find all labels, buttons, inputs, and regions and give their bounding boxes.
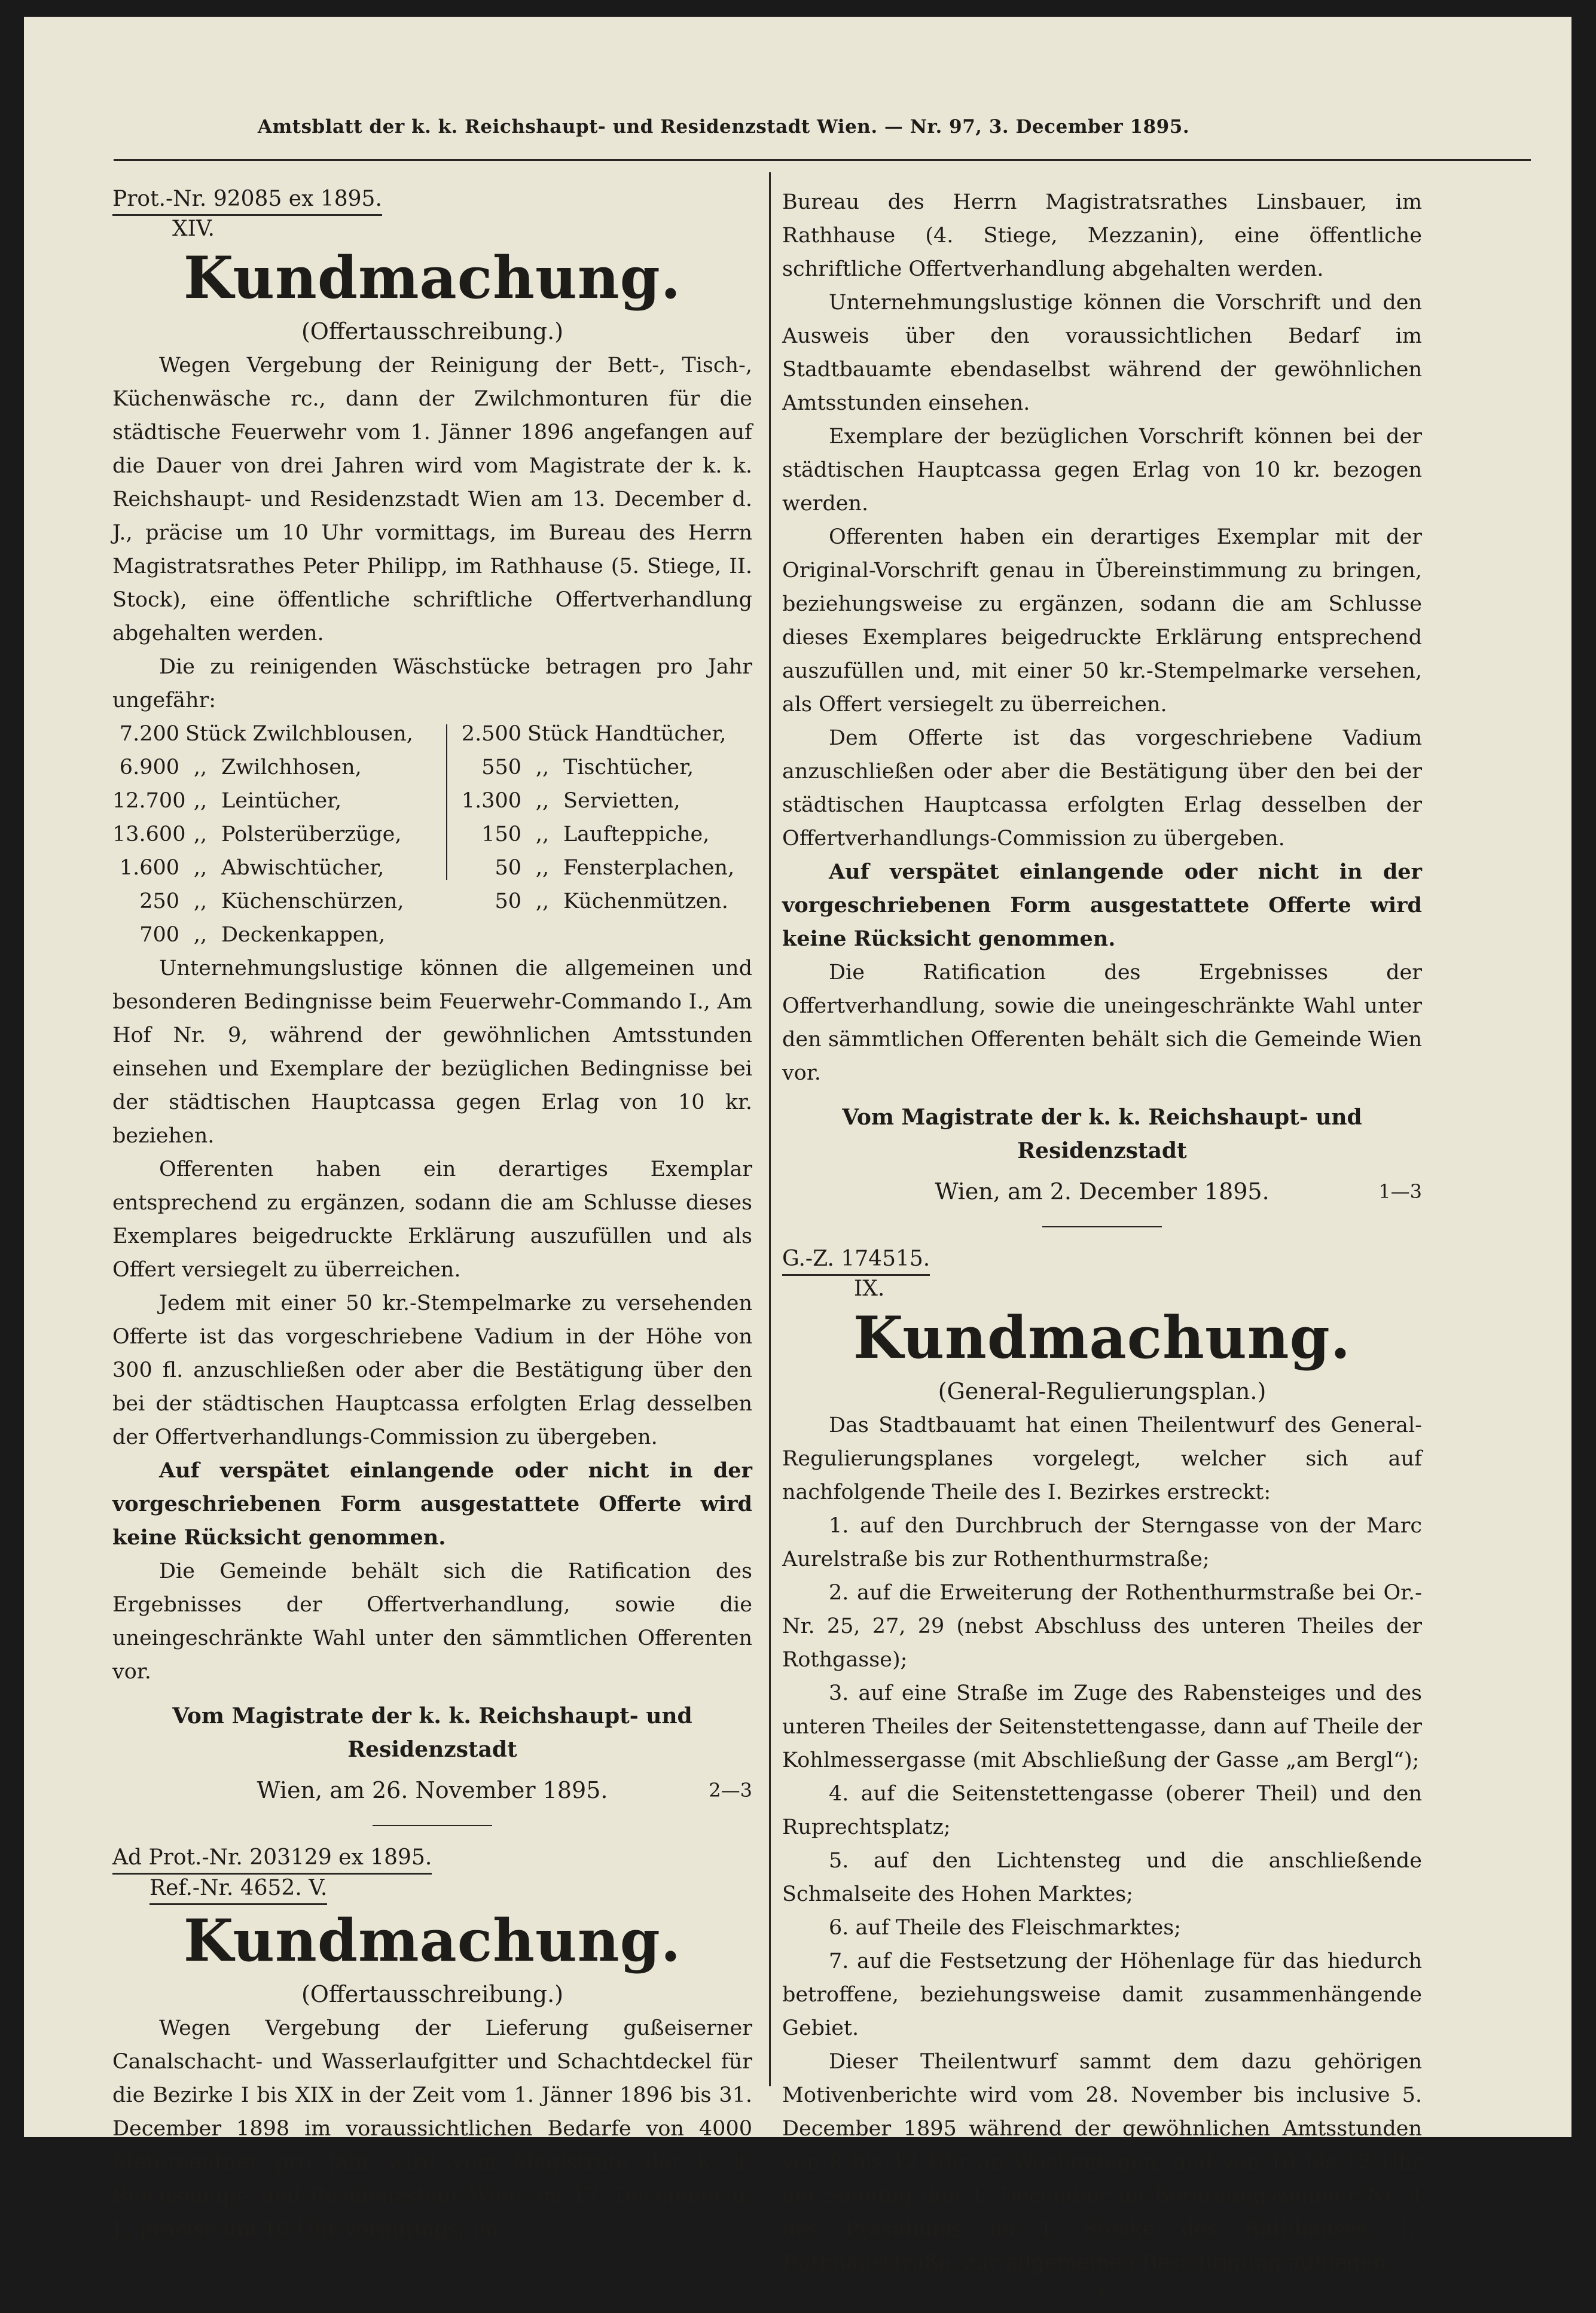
- notice-1-paragraph: Wegen Vergebung der Reinigung der Bett-, Tisch-, Küchenwäsche rc., dann der Zwilchmonturen für die städtische Feuerwehr vom 1. Jänner 1896 angefangen auf die Dauer von drei Jahren wird vom Magistrate der k. k. Reichshaupt- und Residenzstadt Wien am 13. December d. J., präcise um 10 Uhr vormittags, im Bureau des Herrn Magistratsrathes Peter Philipp, im Rathhause (5. Stiege, II. Stock), eine öffentliche schriftliche Offertverhandlung abgehalten werden.: [112, 353, 752, 645]
- notice-2-late-offers: Auf verspätet einlangende oder nicht in der vorgeschriebenen Form ausgestattete Offerte wird keine Rücksicht genommen.: [782, 860, 1422, 951]
- notice-2-title: Kundmachung.: [183, 1907, 682, 1974]
- laundry-item: [112, 851, 413, 885]
- laundry-item: [454, 851, 734, 885]
- notice-2-paragraph: Die Ratification des Ergebnisses der Offertverhandlung, sowie die uneingeschränkte Wahl unter den sämmtlichen Offerenten behält sich die Gemeinde Wien vor.: [782, 961, 1422, 1085]
- laundry-item: [454, 717, 734, 751]
- ditto-mark: ,,: [535, 856, 550, 880]
- notice-2-subtitle: (Offertausschreibung.): [301, 1981, 564, 2007]
- laundry-item: [454, 784, 734, 818]
- notice-1-paragraph: Offerenten haben ein derartiges Exemplar entsprechend zu ergänzen, sodann die am Schlusse dieses Exemplares beigedruckte Erklärung auszufüllen und als Offert versiegelt zu überreichen.: [112, 1157, 752, 1282]
- item-name: Deckenkappen,: [221, 923, 386, 947]
- item-quantity: 150: [481, 822, 521, 846]
- ditto-mark: ,,: [535, 889, 550, 913]
- notice-1-place-date: Wien, am 26. November 1895. 2—3: [112, 1773, 752, 1807]
- ditto-mark: ,,: [193, 923, 207, 947]
- notice-3-paragraph: Dieser Theilentwurf sammt dem dazu gehörigen Motivenberichte wird vom 28. November bis inclusive 5. December 1895 während der gewöhnlichen Amtsstunden von 8 bis 12 Uhr an Wochentagen, und von 10 bis 12 Uhr am Sonntag den 1. December im Berathungszimmer Nr. 4 des Präsidiums im I. Stocke des Rathhauses, I., Rathhausstraße, zur allgemeinen Besichtigung aufliegen.: [782, 2050, 1422, 2275]
- laundry-item: [454, 818, 734, 851]
- notice-2-reference: Ref.-Nr. 4652. V.: [112, 1875, 752, 1905]
- insertion-number: 1—3: [1378, 1180, 1422, 1203]
- item-quantity: 50: [495, 889, 521, 913]
- item-quantity: 700: [139, 923, 179, 947]
- notice-1-late-offers: Auf verspätet einlangende oder nicht in der vorgeschriebenen Form ausgestattete Offerte wird keine Rücksicht genommen.: [112, 1458, 752, 1550]
- insertion-number: 2—3: [709, 1779, 752, 1802]
- notice-3-paragraph: Das Stadtbauamt hat einen Theilentwurf des General-Regulierungsplanes vorgelegt, welcher sich auf nachfolgende Theile des I. Bezirkes erstreckt:: [782, 1413, 1422, 1504]
- item-quantity: 550: [481, 755, 521, 779]
- regulation-item: 2. auf die Erweiterung der Rothenthurmstraße bei Or.-Nr. 25, 27, 29 (nebst Abschluss des unteren Theiles der Rothgasse);: [782, 1581, 1422, 1672]
- laundry-item: [112, 818, 413, 851]
- regulation-item: 5. auf den Lichtensteg und die anschließende Schmalseite des Hohen Marktes;: [782, 1849, 1422, 1906]
- notice-1-paragraph: Die zu reinigenden Wäschstücke betragen pro Jahr ungefähr:: [112, 655, 752, 712]
- item-name: Küchenschürzen,: [221, 889, 404, 913]
- ditto-mark: ,,: [193, 856, 207, 880]
- item-quantity: 6.900: [119, 755, 179, 779]
- regulation-item: 6. auf Theile des Fleischmarktes;: [829, 1916, 1182, 1940]
- notice-2-paragraph: Exemplare der bezüglichen Vorschrift können bei der städtischen Hauptcassa gegen Erlag von 10 kr. bezogen werden.: [782, 425, 1422, 516]
- item-name: Servietten,: [563, 789, 680, 813]
- notice-1-department: XIV.: [172, 217, 215, 241]
- notice-2-signature: Vom Magistrate der k. k. Reichshaupt- und Residenzstadt: [842, 1105, 1362, 1163]
- item-name: Stück Handtücher,: [527, 722, 727, 746]
- item-name: Abwischtücher,: [221, 856, 384, 880]
- item-name: Fensterplachen,: [563, 856, 735, 880]
- item-name: Zwilchhosen,: [221, 755, 362, 779]
- notice-3-department: IX.: [854, 1276, 885, 1301]
- laundry-items-table: [112, 717, 752, 952]
- header-rule: [114, 159, 1531, 161]
- notice-2-paragraph: Unternehmungslustige können die Vorschrift und den Ausweis über den voraussichtlichen Bedarf im Stadtbauamte ebendaselbst während der gewöhnlichen Amtsstunden einsehen.: [782, 291, 1422, 415]
- laundry-item: [112, 784, 413, 818]
- laundry-item: [112, 918, 413, 952]
- regulation-item: 7. auf die Festsetzung der Höhenlage für das hiedurch betroffene, beziehungsweise damit zusammenhängende Gebiet.: [782, 1949, 1422, 2040]
- newspaper-page: [24, 17, 1571, 2308]
- regulation-items-list: [782, 1509, 1422, 2045]
- notice-1-paragraph: Jedem mit einer 50 kr.-Stempelmarke zu versehenden Offerte ist das vorgeschriebene Vadium in der Höhe von 300 fl. anzuschließen oder aber die Bestätigung über den bei der städtischen Hauptcassa erfolgten Erlag desselben der Offertverhandlungs-Commission zu übergeben.: [112, 1291, 752, 1449]
- item-name: Stück Zwilchblousen,: [185, 722, 413, 746]
- item-quantity: 50: [495, 856, 521, 880]
- item-name: Laufteppiche,: [563, 822, 710, 846]
- ditto-mark: ,,: [535, 755, 550, 779]
- ditto-mark: ,,: [193, 822, 207, 846]
- notice-1-signature: Vom Magistrate der k. k. Reichshaupt- und Residenzstadt: [172, 1703, 692, 1762]
- item-quantity: 13.600: [112, 822, 186, 846]
- laundry-items-right: [454, 717, 734, 918]
- laundry-item: [112, 717, 413, 751]
- items-divider: [446, 724, 447, 880]
- item-name: Leintücher,: [221, 789, 342, 813]
- regulation-item: 4. auf die Seitenstettengasse (oberer Theil) und den Ruprechtsplatz;: [782, 1782, 1422, 1839]
- item-name: Küchenmützen.: [563, 889, 728, 913]
- laundry-item: [112, 751, 413, 784]
- notice-1-reference: Prot.-Nr. 92085 ex 1895.: [112, 185, 752, 216]
- ditto-mark: ,,: [193, 755, 207, 779]
- notice-1-subtitle: (Offertausschreibung.): [301, 318, 564, 345]
- notice-2-paragraph: Offerenten haben ein derartiges Exemplar mit der Original-Vorschrift genau in Übereinstimmung zu bringen, beziehungsweise zu ergänzen, sodann die am Schlusse dieses Exemplares beigedruckte Erklärung entsprechend auszufüllen und, mit einer 50 kr.-Stempelmarke versehen, als Offert versiegelt zu überreichen.: [782, 525, 1422, 717]
- notice-1-paragraph: Unternehmungslustige können die allgemeinen und besonderen Bedingnisse beim Feuerwehr-Commando I., Am Hof Nr. 9, während der gewöhnlichen Amtsstunden einsehen und Exemplare der bezüglichen Bedingnisse bei der städtischen Hauptcassa gegen Erlag von 10 kr. beziehen.: [112, 956, 752, 1148]
- notice-2-paragraph: Dem Offerte ist das vorgeschriebene Vadium anzuschließen oder aber die Bestätigung über den bei der städtischen Hauptcassa erfolgten Erlag desselben der Offertverhandlungs-Commission zu übergeben.: [782, 726, 1422, 851]
- laundry-item: [112, 885, 413, 918]
- item-quantity: 7.200: [119, 722, 179, 746]
- item-name: Tischtücher,: [563, 755, 694, 779]
- section-separator: [373, 1825, 492, 1826]
- notice-3-reference: G.-Z. 174515.: [782, 1245, 1422, 1276]
- ornament-star: *: [1097, 2285, 1107, 2308]
- item-quantity: 2.500: [461, 722, 521, 746]
- left-column: [112, 185, 752, 2246]
- section-separator: [1042, 1226, 1162, 1227]
- item-quantity: 1.300: [461, 789, 521, 813]
- item-name: Polsterüberzüge,: [221, 822, 402, 846]
- page-header: Amtsblatt der k. k. Reichshaupt- und Residenzstadt Wien. — Nr. 97, 3. December 1895.: [257, 116, 1190, 138]
- ditto-mark: ,,: [535, 789, 550, 813]
- laundry-item: [454, 751, 734, 784]
- laundry-item: [454, 885, 734, 918]
- notice-2-reference: Ad Prot.-Nr. 203129 ex 1895.: [112, 1844, 752, 1875]
- laundry-items-left: [112, 717, 413, 952]
- notice-2-paragraph: Wegen Vergebung der Lieferung gußeiserner Canalschacht- und Wasserlaufgitter und Schachtdeckel für die Bezirke I bis XIX in der Zeit vom 1. Jänner 1896 bis 31. December 1898 im voraussichtlichen Bedarfe von 4000 Metercentner pro Jahr wird vom Magistrate der k. k. Reichshaupt- und Residenzstadt Wien am 17. December d. J., präcise um 10 Uhr vormittags, im: [112, 2016, 752, 2241]
- notice-2-paragraph: Bureau des Herrn Magistratsrathes Linsbauer, im Rathhause (4. Stiege, Mezzanin), eine öffentliche schriftliche Offertverhandlung abgehalten werden.: [782, 190, 1422, 281]
- regulation-item: 1. auf den Durchbruch der Sterngasse von der Marc Aurelstraße bis zur Rothenthurmstraße;: [782, 1514, 1422, 1571]
- notice-2-place-date: Wien, am 2. December 1895. 1—3: [782, 1175, 1422, 1208]
- notice-3-title: Kundmachung.: [853, 1304, 1351, 1372]
- notice-1-title: Kundmachung.: [183, 244, 682, 312]
- item-quantity: 250: [139, 889, 179, 913]
- item-quantity: 1.600: [119, 856, 179, 880]
- notice-3-subtitle: (General-Regulierungsplan.): [938, 1378, 1267, 1404]
- ditto-mark: ,,: [193, 889, 207, 913]
- ditto-mark: ,,: [535, 822, 550, 846]
- regulation-item: 3. auf eine Straße im Zuge des Rabensteiges und des unteren Theiles der Seitenstettengasse, dann auf Theile der Kohlmessergasse (mit Abschließung der Gasse „am Bergl“);: [782, 1681, 1422, 1772]
- item-quantity: 12.700: [112, 789, 186, 813]
- notice-1-paragraph: Die Gemeinde behält sich die Ratification des Ergebnisses der Offertverhandlung, sowie die uneingeschränkte Wahl unter den sämmtlichen Offerenten vor.: [112, 1559, 752, 1684]
- ditto-mark: ,,: [193, 789, 207, 813]
- column-divider: [769, 172, 771, 2086]
- right-column: [782, 185, 1422, 2313]
